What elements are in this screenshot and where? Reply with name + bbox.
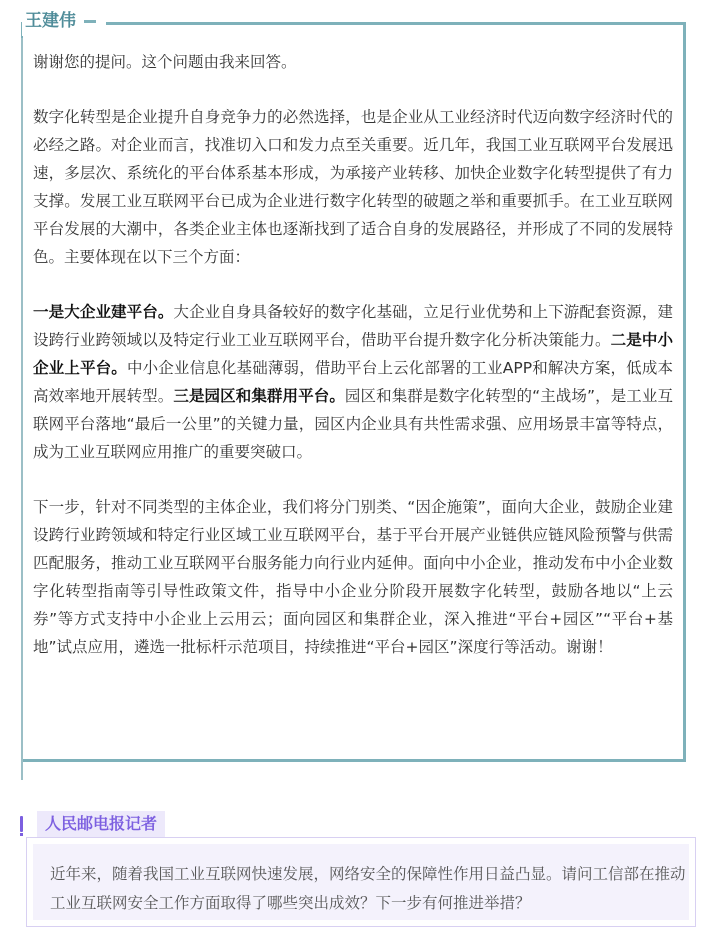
answer-text: 谢谢您的提问。这个问题由我来回答。 (33, 53, 297, 71)
answer-text: 数字化转型是企业提升自身竞争力的必然选择，也是企业从工业经济时代迈向数字经济时代的必经之路。对企业而言，找准切入口和发力点至关重要。近几年，我国工业互联网平台发展迅速，多层次、系统化的平台体系基本形成，为承接产业转移、加快企业数字化转型提供了有力支撑。发展工业互联网平台已成为企业进行数字化转型的破题之举和重要抓手。在工业互联网平台发展的大潮中，各类企业主体也逐渐找到了适合自身的发展路径，并形成了不同的发展特色。主要体现在以下三个方面： (33, 108, 673, 266)
question-asker: 人民邮电报记者 (37, 811, 165, 837)
question-box (26, 837, 696, 927)
answer-paragraph (33, 298, 673, 466)
question-inner (33, 844, 689, 920)
answer-paragraph (33, 103, 673, 271)
speaker-tag-dash (84, 20, 96, 23)
answer-body (33, 48, 673, 661)
answer-bold-lead: 二是中小企业上平台。 (33, 331, 673, 377)
answer-paragraph (33, 493, 673, 661)
answer-bold-lead: 三是园区和集群用平台。 (173, 387, 345, 405)
question-label (20, 811, 165, 837)
answer-paragraph (33, 48, 673, 76)
question-text: 近年来，随着我国工业互联网快速发展，网络安全的保障性作用日益凸显。请问工信部在推动工业互联网安全工作方面取得了哪些突出成效？下一步有何推进举措？ (50, 865, 686, 912)
speaker-tag (22, 6, 106, 36)
answer-text: 中小企业信息化基础薄弱，借助平台上云化部署的工业APP和解决方案，低成本高效率地开展转型。 (33, 359, 673, 405)
question-accent-dot (20, 833, 23, 836)
question-accent-bar (20, 816, 23, 832)
answer-text: 园区和集群是数字化转型的“主战场”，是工业互联网平台落地“最后一公里”的关键力量，园区内企业具有共性需求强、应用场景丰富等特点，成为工业互联网应用推广的重要突破口。 (33, 387, 673, 461)
answer-text: 下一步，针对不同类型的主体企业，我们将分门别类、“因企施策”，面向大企业，鼓励企业建设跨行业跨领域和特定行业区域工业互联网平台，基于平台开展产业链供应链风险预警与供需匹配服务，推动工业互联网平台服务能力向行业内延伸。面向中小企业，推动发布中小企业数字化转型指南等引导性政策文件，指导中小企业分阶段开展数字化转型，鼓励各地以“上云券”等方式支持中小企业上云用云；面向园区和集群企业，深入推进“平台+园区”“平台+基地”试点应用，遴选一批标杆示范项目，持续推进“平台+园区”深度行等活动。谢谢！ (33, 498, 673, 656)
speaker-name: 王建伟 (25, 11, 76, 31)
answer-text: 大企业自身具备较好的数字化基础，立足行业优势和上下游配套资源，建设跨行业跨领域以及特定行业工业互联网平台，借助平台提升数字化分析决策能力。 (33, 303, 673, 349)
answer-bold-lead: 一是大企业建平台。 (33, 303, 174, 321)
